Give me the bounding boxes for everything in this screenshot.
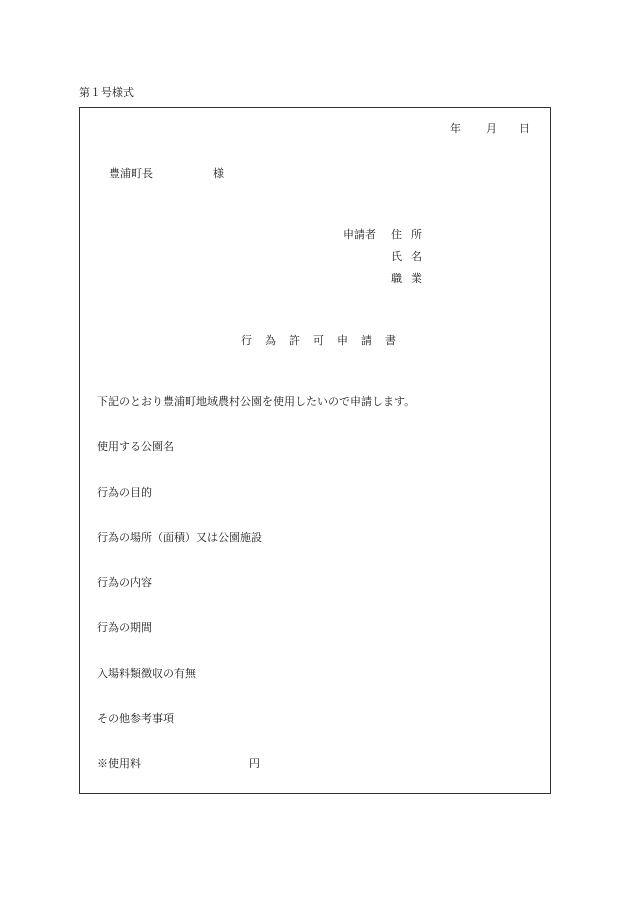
item-period: 行為の期間 (97, 621, 152, 634)
date-year-label: 年 (450, 122, 461, 135)
applicant-occupation-label: 職業 (391, 272, 431, 285)
date-month-label: 月 (486, 122, 497, 135)
item-admission-fee: 入場料類徴収の有無 (97, 667, 196, 680)
document-title: 行為許可申請書 (241, 334, 409, 347)
item-location-area: 行為の場所（面積）又は公園施設 (97, 531, 262, 544)
item-park-name: 使用する公園名 (97, 440, 174, 453)
date-day-label: 日 (519, 122, 530, 135)
item-content: 行為の内容 (97, 576, 152, 589)
item-other-notes: その他参考事項 (97, 712, 174, 725)
item-usage-fee: ※使用料 (97, 757, 141, 770)
applicant-name-label: 氏名 (391, 250, 431, 263)
applicant-label: 申請者 (343, 228, 376, 241)
addressee: 豊浦町長 (109, 167, 153, 180)
item-purpose: 行為の目的 (97, 486, 152, 499)
form-number-label: 第１号様式 (79, 86, 134, 99)
honorific: 様 (213, 167, 224, 180)
fee-unit-yen: 円 (249, 757, 260, 770)
intro-statement: 下記のとおり豊浦町地域農村公園を使用したいので申請します。 (97, 395, 416, 408)
applicant-address-label: 住所 (391, 228, 431, 241)
